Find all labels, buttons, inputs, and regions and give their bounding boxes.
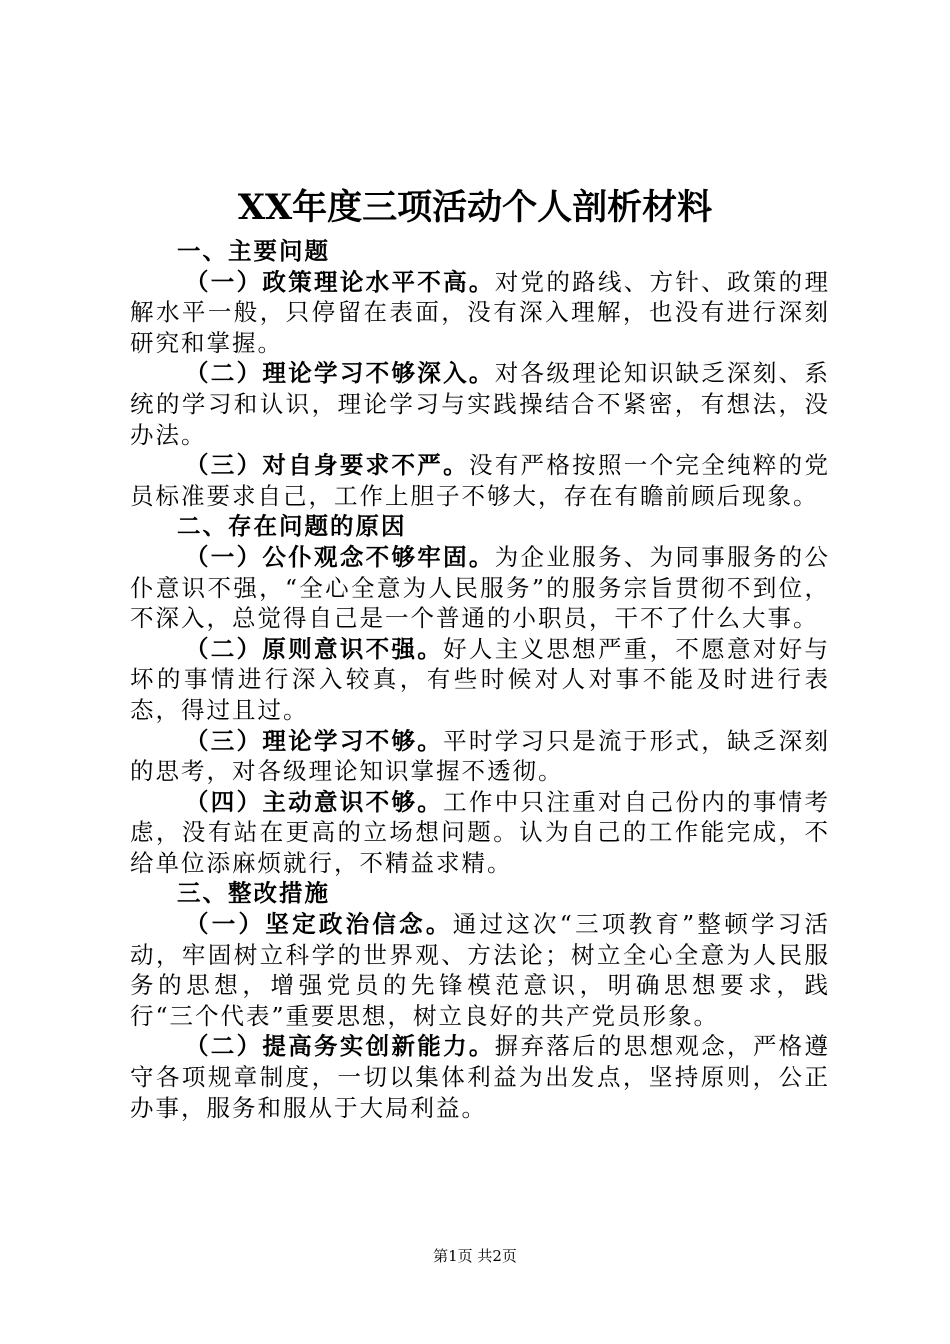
- paragraph-text: 通过这次“三项教育”整顿学习活动，牢固树立科学的世界观、方法论；树立全心全意为人民服务的思想，增强党员的先锋模范意识，明确思想要求，践行“三个代表”重要思想，树立良好的共产党员形象。: [130, 910, 831, 1030]
- paragraph-text: 工作中只注重对自己份内的事情考虑，没有站在更高的立场想问题。认为自己的工作能完成，不给单位添麻烦就行，不精益求精。: [130, 787, 830, 877]
- paragraph-text: 平时学习只是流于形式，缺乏深刻的思考，对各级理论知识掌握不透彻。: [130, 726, 830, 786]
- paragraph-lead: （三）理论学习不够。: [185, 726, 444, 755]
- paragraph: [130, 1031, 830, 1123]
- paragraph-text: 没有严格按照一个完全纯粹的党员标准要求自己，工作上胆子不够大，存在有瞻前顾后现象。: [130, 451, 830, 510]
- paragraph-lead: （一）公仆观念不够牢固。: [185, 542, 495, 571]
- paragraph-lead: （二）提高务实创新能力。: [185, 1032, 495, 1061]
- paragraph-text: 为企业服务、为同事服务的公仆意识不强，“全心全意为人民服务”的服务宗旨贯彻不到位，不深入，总觉得自己是一个普通的小职员，干不了什么大事。: [130, 542, 830, 633]
- section-main-problems: [130, 236, 830, 511]
- section-causes: [130, 511, 830, 878]
- paragraph: [130, 450, 830, 511]
- document-title: XX年度三项活动个人剖析材料: [237, 187, 713, 228]
- paragraph-text: 好人主义思想严重，不愿意对好与坏的事情进行深入较真，有些时候对人对事不能及时进行表态，得过且过。: [130, 634, 830, 724]
- paragraph: [130, 267, 830, 359]
- paragraph-lead: （一）政策理论水平不高。: [185, 267, 495, 296]
- paragraph-text: 对党的路线、方针、政策的理解水平一般，只停留在表面，没有深入理解，也没有进行深刻研究和掌握。: [130, 267, 830, 357]
- paragraph-lead: （三）对自身要求不严。: [185, 451, 469, 480]
- section-heading: 三、整改措施: [177, 879, 330, 908]
- section-heading: 二、存在问题的原因: [177, 512, 407, 541]
- paragraph: [130, 726, 830, 787]
- section-heading: 一、主要问题: [177, 237, 330, 265]
- paragraph-lead: （二）原则意识不强。: [185, 634, 444, 663]
- paragraph-lead: （一）坚定政治信念。: [185, 910, 453, 939]
- document-body: [130, 236, 830, 1123]
- paragraph-lead: （四）主动意识不够。: [185, 787, 444, 816]
- page-footer: 第1页 共2页: [433, 1247, 517, 1265]
- paragraph: [130, 909, 830, 1031]
- paragraph: [130, 787, 830, 879]
- paragraph: [130, 358, 830, 450]
- section-corrective-measures: [130, 878, 830, 1123]
- paragraph-lead: （二）理论学习不够深入。: [185, 359, 495, 388]
- paragraph-text: 对各级理论知识缺乏深刻、系统的学习和认识，理论学习与实践操结合不紧密，有想法，没办法。: [130, 359, 830, 449]
- paragraph-text: 摒弃落后的思想观念，严格遵守各项规章制度，一切以集体利益为出发点，坚持原则，公正办事，服务和服从于大局利益。: [130, 1032, 830, 1122]
- paragraph: [130, 634, 830, 726]
- paragraph: [130, 542, 830, 634]
